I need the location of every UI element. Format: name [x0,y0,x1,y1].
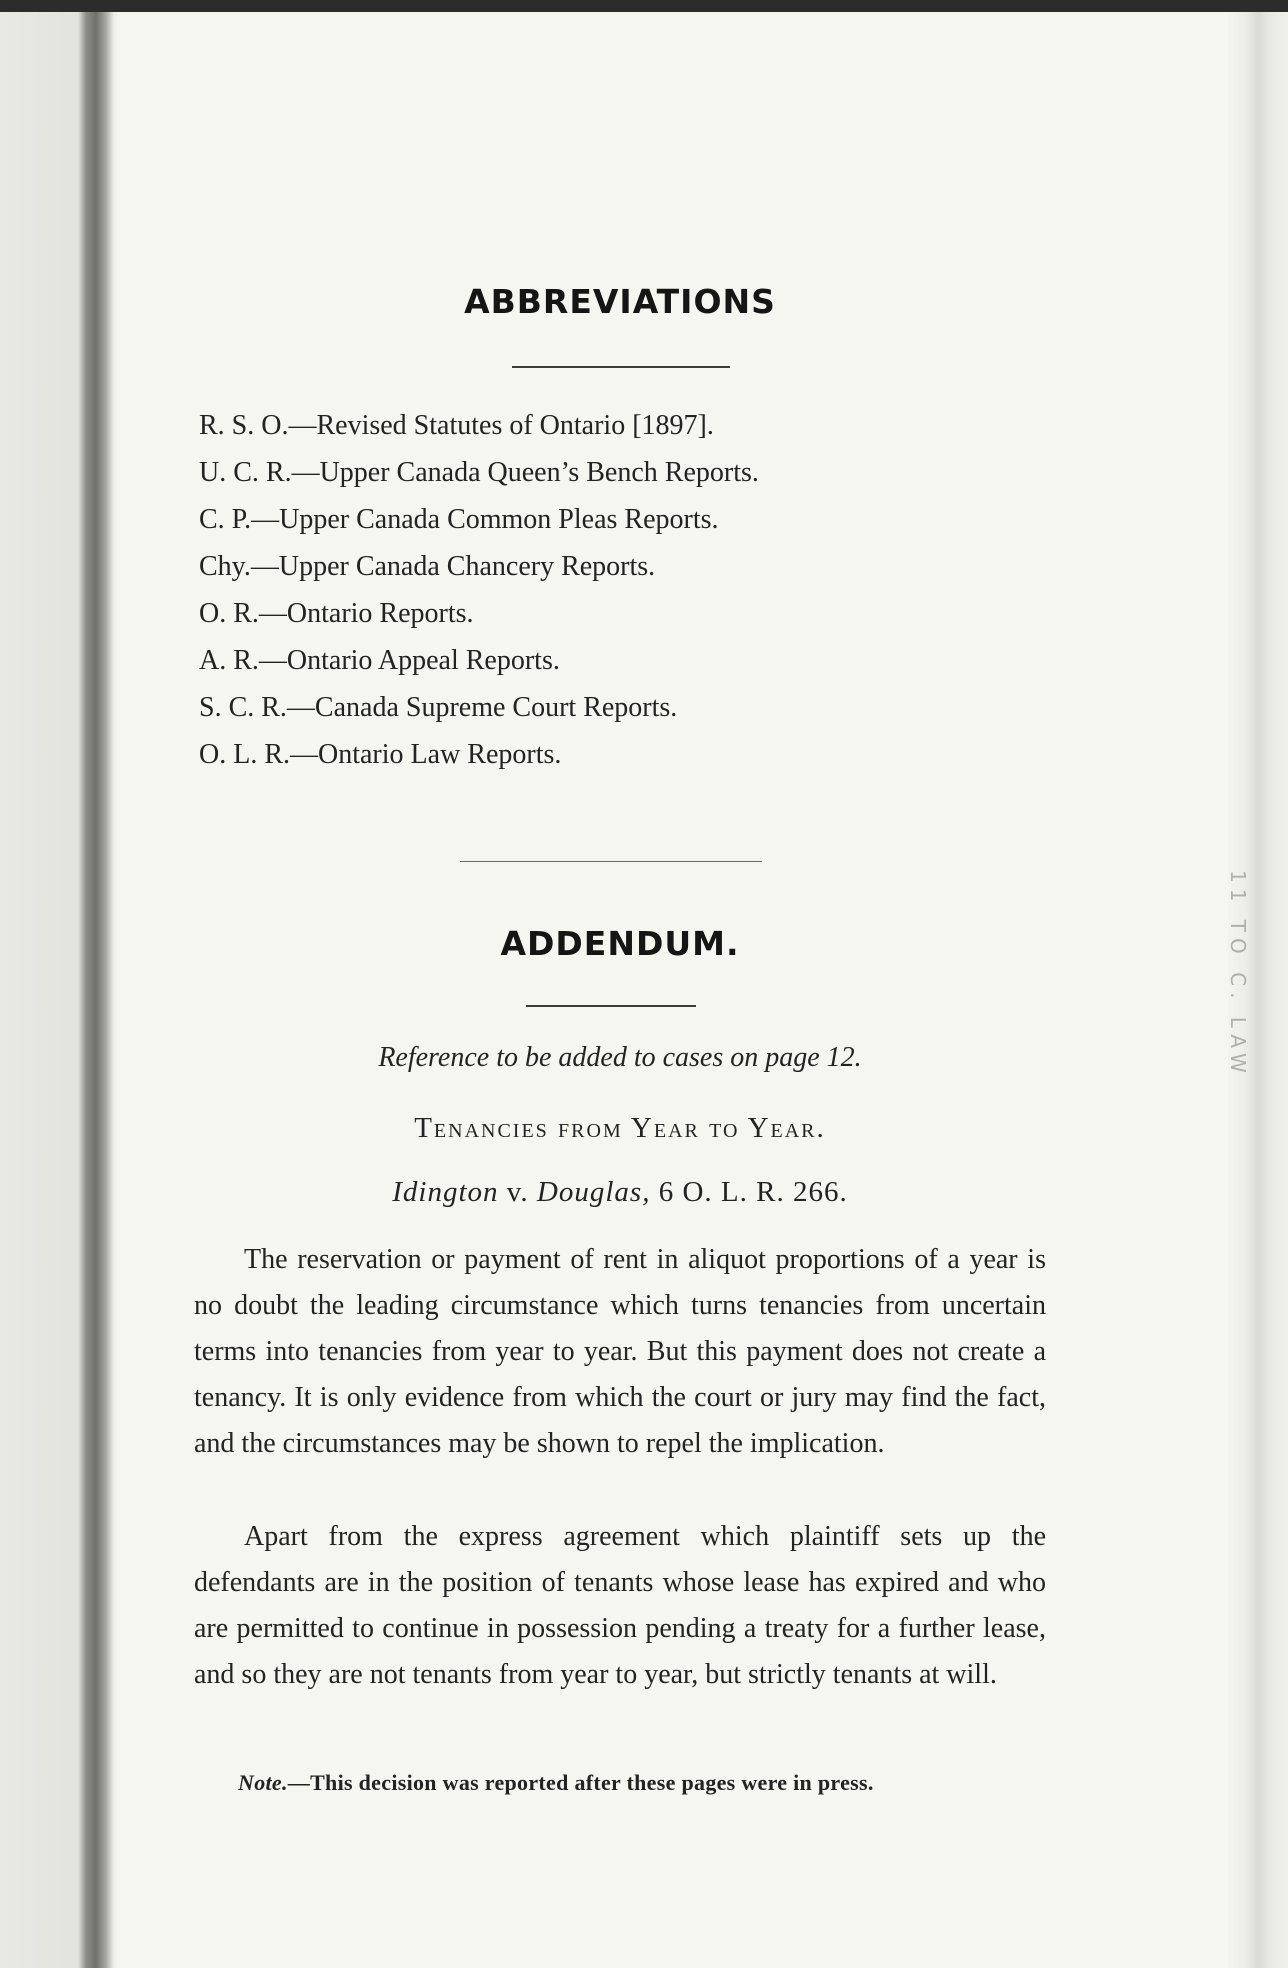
title-rule [526,1005,696,1007]
section-heading: Tenancies from Year to Year. [414,1112,826,1144]
abbreviation-item: O. L. R.—Ontario Law Reports. [199,739,562,770]
abbreviation-item: U. C. R.—Upper Canada Queen’s Bench Reports. [199,457,759,488]
scan-top-border [0,0,1288,12]
abbreviation-item: A. R.—Ontario Appeal Reports. [199,645,560,676]
title-rule [512,366,730,368]
case-citation [190,1176,1050,1209]
addendum-title: ADDENDUM. [500,924,740,963]
case-versus: v. [506,1176,529,1208]
case-defendant: Douglas, [536,1176,651,1208]
abbreviations-title: ABBREVIATIONS [464,282,776,321]
section-divider [460,861,762,862]
case-reference: 6 O. L. R. 266. [658,1176,848,1208]
abbreviation-item: Chy.—Upper Canada Chancery Reports. [199,551,656,582]
reference-note: Reference to be added to cases on page 12. [378,1042,862,1073]
body-paragraph: The reservation or payment of rent in aliquot proportions of a year is no doubt the leading circumstance which turns tenancies from uncertain terms into tenancies from year to year. But this payment does not create a tenancy. It is only evidence from which the court or jury may find the fact, and the circumstances may be shown to repel the implication. [194,1244,1046,1459]
case-plaintiff: Idington [392,1176,499,1208]
note-label: Note. [238,1770,288,1795]
edge-bleed-text: 11 TO C. LAW [1226,870,1250,1079]
abbreviation-item: C. P.—Upper Canada Common Pleas Reports. [199,504,719,535]
abbreviations-list [199,402,1039,778]
abbreviation-item: S. C. R.—Canada Supreme Court Reports. [199,692,678,723]
abbreviation-item: O. R.—Ontario Reports. [199,598,474,629]
body-paragraph: Apart from the express agreement which plaintiff sets up the defendants are in the position of tenants whose lease has expired and who are permitted to continue in possession pending a treaty for a further lease, and so they are not tenants from year to year, but strictly tenants at will. [194,1521,1046,1690]
note-text: —This decision was reported after these pages were in press. [287,1770,874,1795]
footnote [238,1770,1048,1796]
abbreviation-item: R. S. O.—Revised Statutes of Ontario [1897]. [199,410,714,441]
book-binding-gutter [0,12,120,1968]
